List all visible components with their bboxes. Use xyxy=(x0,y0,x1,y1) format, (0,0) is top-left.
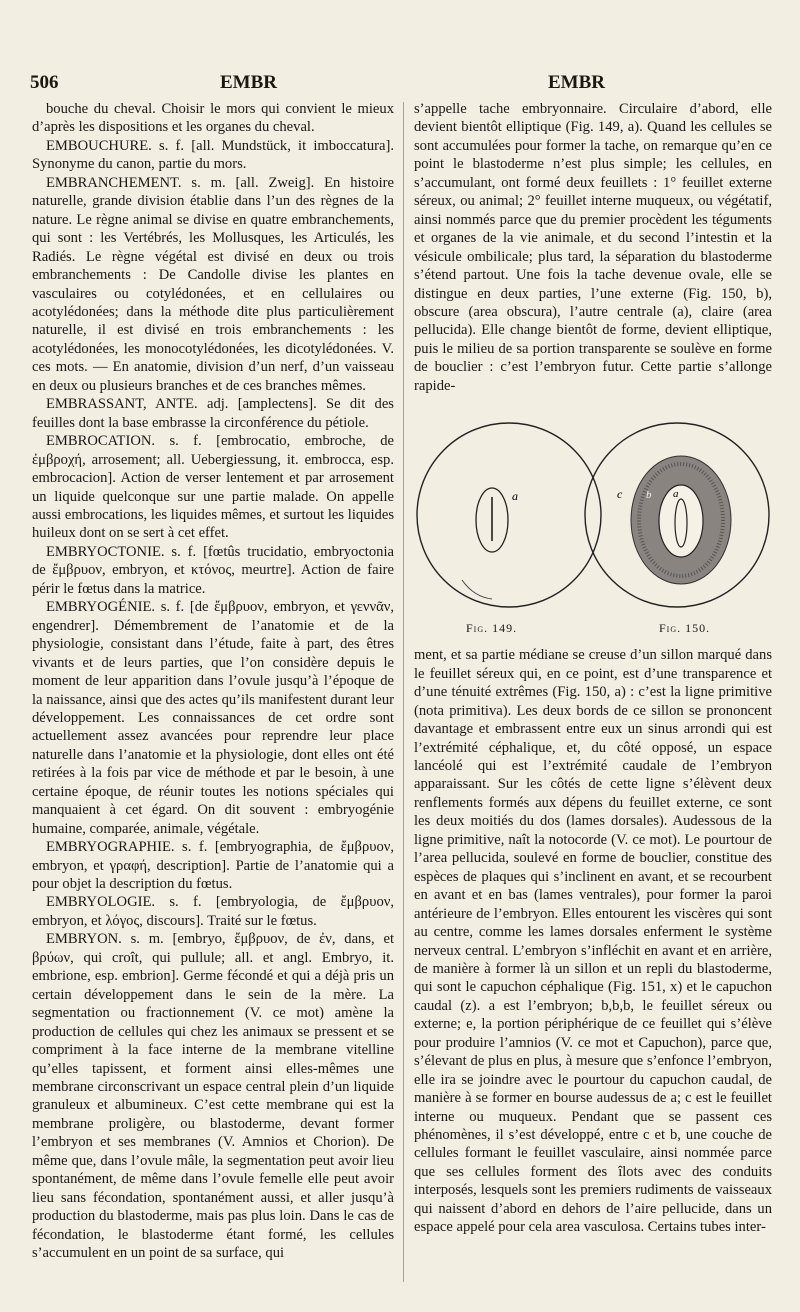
fig149-caption: Fig. 149. xyxy=(466,621,518,636)
entry-embranchement: EMBRANCHEMENT. s. m. [all. Zweig]. En histoire naturelle, grande division établie dans l’un des règnes de la nature. Le règne animal se divise en quatre embranchements, qui sont : les Vertébrés, les Mollusques, les Articulés, les Radiés. Le règne végétal est divisé en deux ou trois embranchements : De Candolle divise les plantes en vasculaires ou cotylédonées, et en cellulaires ou acotylédonées; dans la méthode dite plus particulièrement naturelle, il est divisé en trois embranchements : les acotylédonées, les monocotylédonées, les dicotylédonées. V. ces mots. — En anatomie, division d’un nerf, d’un vaisseau en deux ou plusieurs branches et de ces branches mêmes. xyxy=(32,174,394,394)
figures-illustration xyxy=(414,405,772,640)
right-column xyxy=(414,100,772,1237)
running-head xyxy=(30,72,770,98)
headword-left: EMBR xyxy=(220,72,277,93)
entry-embryographie: EMBRYOGRAPHIE. s. f. [embryographia, de ἔμβρυον, embryon, et γραφή, description]. Partie de l’anatomie qui a pour objet la description du fœtus. xyxy=(32,839,394,893)
entry-paragraph: bouche du cheval. Choisir le mors qui convient le mieux d’après les dispositions et les organes du cheval. xyxy=(32,101,394,136)
continued-paragraph: s’appelle tache embryonnaire. Circulaire d’abord, elle devient bientôt elliptique (Fig. 149, a). Quand les cellules se sont accumulées pour former la tache, on remarque qu’en ce point le blastoderme n’est plus simple; les cellules, en s’accumulant, ont formé deux feuillets : 1° feuillet externe séreux, ou animal; 2° feuillet interne muqueux, ou végétatif, ainsi nommés parce que du premier procèdent les téguments et organes de la vie animale, et du second l’intestin et la vésicule ombilicale; plus tard, la séparation du blastoderme s’étend partout. Une fois la tache devenue ovale, elle se distingue en deux parties, l’une externe (Fig. 150, b), obscure (area obscura), l’autre centrale (a), claire (area pellucida). Elle change bientôt de forme, devient elliptique, puis le milieu de sa portion transparente se soulève en forme de bouclier : c’est l’embryon futur. Cette partie s’allonge rapide- xyxy=(414,101,772,394)
fig150-label-b: b xyxy=(646,489,652,502)
column-divider xyxy=(403,102,404,1282)
entry-embrocation: EMBROCATION. s. f. [embrocatio, embroche, de ἐμβροχή, arrosement; all. Uebergiessung, it. embrocca, esp. embrocacion]. Action de verser lentement et par arrosement un liquide quelconque sur une partie malade. On appelle aussi embrocations, les liquides mêmes, et surtout les liquides huileux dont on se sert à cet effet. xyxy=(32,433,394,542)
figure-149 xyxy=(417,423,601,607)
fig149-outer-circle xyxy=(417,423,601,607)
continued-paragraph-after-figures: ment, et sa partie médiane se creuse d’un sillon marqué dans le feuillet séreux qui, en ce point, est d’une transparence et d’une ténuité extrêmes (Fig. 150, a) : c’est la ligne primitive (nota primitiva). Les deux bords de ce sillon se prononcent davantage et embrassent entre eux un sinus arrondi qui est l’extrémité céphalique, et, du côté opposé, un espace lancéolé qui est l’extrémité caudale de l’embryon apparaissant. Sur les côtés de cette ligne s’élèvent deux renflements formés aux dépens du feuillet externe, ce sont les deux moitiés du dos (lames dorsales). Audessous de la ligne primitive, naît la notocorde (V. ce mot). Le pourtour de l’area pellucida, soulevé en forme de bouclier, constitue des espèces de plaques qui s’inclinent en avant, et se recourbent en avant et en bas (lames ventrales), pour former la paroi antérieure de l’embryon. Elles entourent les viscères qui sont au centre, comme les lames dorsales enferment le système nerveux central. L’embryon s’infléchit en avant et en arrière, de manière à former là un sillon et un repli du blastoderme, qui sont le capuchon céphalique (Fig. 151, x) et le capuchon caudal (z). a est l’embryon; b,b,b, le feuillet séreux ou externe; e, la portion périphérique de ce feuillet qui s’élève pour produire l’amnios (V. ce mot et Capuchon), parce que, s’élevant de plus en plus, à mesure que s’enfonce l’embryon, elle ira se joindre avec le pourtour du capuchon caudal, de manière à se former en bourse audessus de a; c est le feuillet interne ou muqueux. Pendant que se passent ces phénomènes, il s’est développé, entre c et b, une couche de cellules formant le feuillet vasculaire, ainsi nommée parce que ses cellules forment des îlots avec des conduits interposés, lesquels sont les premiers rudiments de vaisseaux qui naissent d’abord en dehors de l’aire pellucide, dans un espace appelé pour cela area vasculosa. Certains tubes inter- xyxy=(414,647,772,1236)
fig150-label-a: a xyxy=(673,488,679,501)
fig149-label-a: a xyxy=(512,489,518,504)
embryo-figures xyxy=(414,405,772,640)
headword-right: EMBR xyxy=(548,72,605,93)
entry-embryogenie: EMBRYOGÉNIE. s. f. [de ἔμβρυον, embryon, et γεννᾶν, engendrer]. Démembrement de l’anatomie et de la physiologie, consistant dans l’étude, faite à part, des êtres vivants et de leurs parties, que l’on considère depuis le moment de leur apparition dans l’ovule jusqu’à l’époque de la naissance, ainsi que des actes qu’ils manifestent durant leur développement. Les connaissances de cet ordre sont actuellement assez avancées pour reprendre leur place naturelle dans l’anatomie et la physiologie, dont elles ont été retirées à la fois par vice de méthode et par le besoin, à une certaine époque, de réunir toutes les notions spéciales qui manquaient à cet égard. On dit souvent : embryogénie humaine, comparée, animale, végétale. xyxy=(32,599,394,837)
page-number: 506 xyxy=(30,72,59,93)
fig150-label-c: c xyxy=(617,487,623,502)
entry-embryon: EMBRYON. s. m. [embryo, ἔμβρυον, de ἐν, dans, et βρύων, qui croît, qui pullule; all. et angl. Embryo, it. embrione, esp. embrion]. Germe fécondé et qui a déjà pris un certain développement dans le sein de la mère. La segmentation ou fractionnement (V. ce mot) amène la production de cellules qui chez les animaux se pressent et se compriment à la face interne de la membrane vitelline qu’elles tapissent, et forment ainsi elles-mêmes une membrane circonscrivant un espace central plein d’un liquide granuleux et albumineux. C’est cette membrane qui est la membrane proligère, ou blastoderme, devant former l’embryon et ses membranes (V. Amnios et Chorion). De même que, dans l’ovule mâle, la segmentation peut avoir lieu spontanément, de même dans l’ovule femelle elle peut avoir lieu sans fécondation, spontanément aussi, et aller jusqu’à production du blastoderme, mais pas plus loin. Dans le cas de fécondation, le blastoderme étant formé, les cellules s’accumulent en un point de sa surface, qui xyxy=(32,931,394,1262)
entry-embryologie: EMBRYOLOGIE. s. f. [embryologia, de ἔμβρυον, embryon, et λόγος, discours]. Traité sur le fœtus. xyxy=(32,894,394,929)
entry-embrassant: EMBRASSANT, ANTE. adj. [amplectens]. Se dit des feuilles dont la base embrasse la circonférence du pétiole. xyxy=(32,396,394,431)
left-column xyxy=(32,100,394,1263)
entry-embouchure: EMBOUCHURE. s. f. [all. Mundstück, it imboccatura]. Synonyme du canon, partie du mors. xyxy=(32,137,394,173)
figure-150 xyxy=(585,423,769,607)
fig150-caption: Fig. 150. xyxy=(659,621,711,636)
entry-embryoctonie: EMBRYOCTONIE. s. f. [fœtûs trucidatio, embryoctonia de ἔμβρυον, embryon, et κτόνος, meurtre]. Action de faire périr le fœtus dans la matrice. xyxy=(32,543,394,597)
fig150-area-pellucida xyxy=(659,485,703,557)
